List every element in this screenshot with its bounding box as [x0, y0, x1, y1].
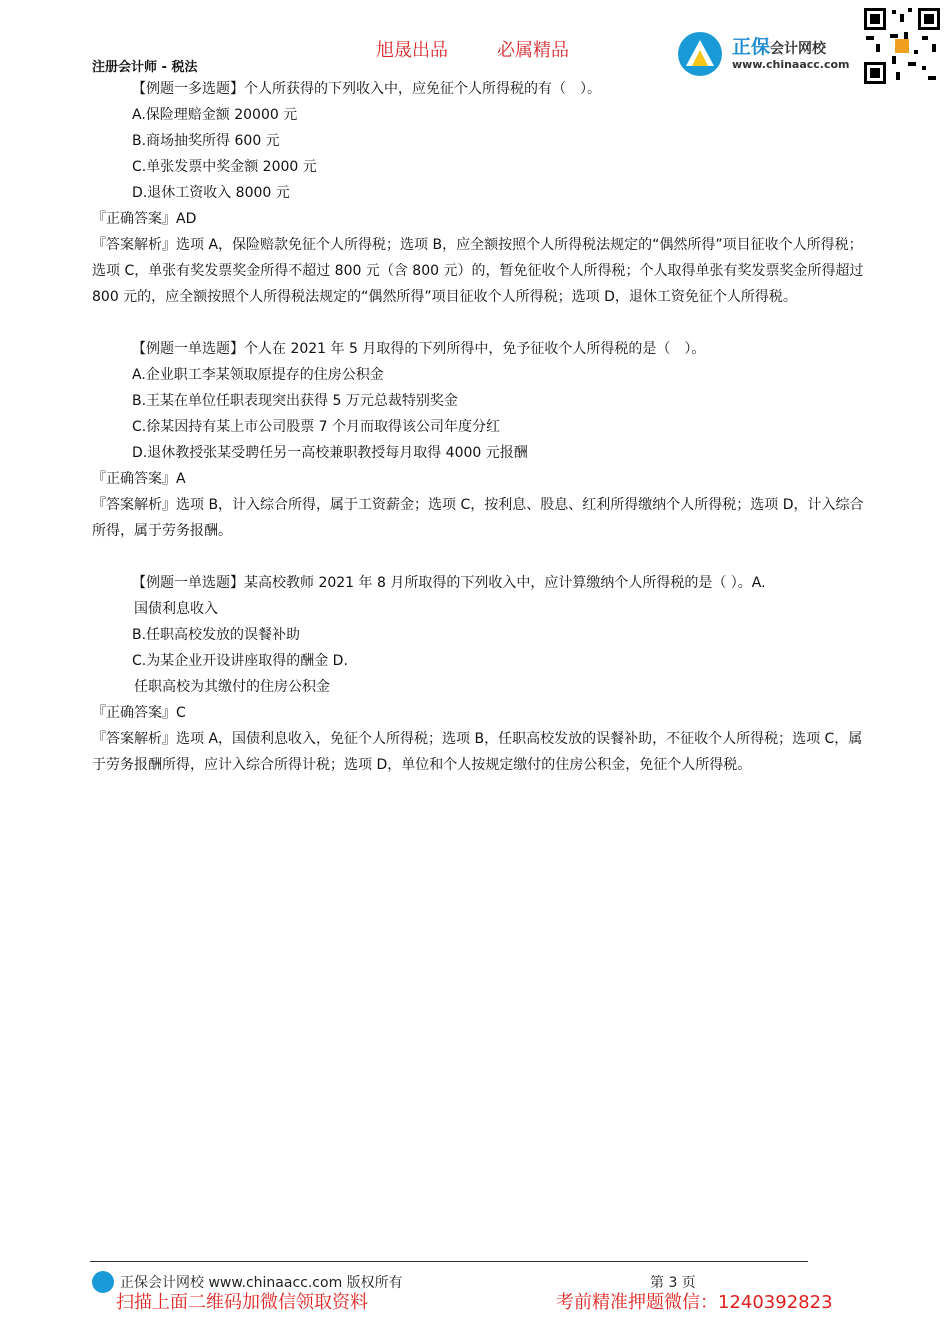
q1-analysis: 『答案解析』选项 A，保险赔款免征个人所得税；选项 B，应全额按照个人所得税法规定的“偶然所得”项目征收个人所得税；选项 C，单张有奖发票奖金所得不超过 800 元（含 800 元）的，暂免征收个人所得税；个人取得单张有奖发票奖金所得超过 800 元的，应全额按照个人所得税法规定的“偶然所得”项目征收个人所得税；选项 D，退休工资免征个人所得税。 [92, 237, 868, 305]
q2-option-b: B.王某在单位任职表现突出获得 5 万元总裁特别奖金 [132, 393, 458, 409]
promo-qr-text: 扫描上面二维码加微信领取资料 [116, 1292, 368, 1313]
q2-stem: 【例题一单选题】个人在 2021 年 5 月取得的下列所得中，免予征收个人所得税的是（ ）。 [132, 341, 706, 357]
page-number: 第 3 页 [650, 1275, 696, 1291]
course-title: 注册会计师 - 税法 [92, 60, 198, 75]
logo-name: 正保会计网校 [732, 36, 827, 58]
footer-logo-icon [92, 1271, 114, 1293]
q1-option-d: D.退休工资收入 8000 元 [132, 185, 290, 201]
chinaacc-logo-icon [678, 32, 722, 76]
brand-logo [678, 28, 858, 78]
qr-code-icon[interactable] [862, 6, 942, 86]
q3-analysis: 『答案解析』选项 A，国债利息收入，免征个人所得税；选项 B，任职高校发放的误餐补助，不征收个人所得税；选项 C，属于劳务报酬所得，应计入综合所得计税；选项 D，单位和个人按规定缴付的住房公积金，免征个人所得税。 [92, 731, 863, 773]
q2-option-c: C.徐某因持有某上市公司股票 7 个月而取得该公司年度分红 [132, 419, 501, 435]
footer-divider [90, 1261, 808, 1262]
q1-stem: 【例题一多选题】个人所获得的下列收入中，应免征个人所得税的有（ ）。 [132, 81, 601, 97]
document-body [92, 76, 868, 778]
promo-wechat-text: 考前精准押题微信：1240392823 [556, 1292, 833, 1313]
q3-answer: 『正确答案』C [92, 705, 186, 721]
q1-option-a: A.保险理赔金额 20000 元 [132, 107, 298, 123]
slogan-2: 必属精品 [497, 40, 569, 61]
q3-option-a-text: 国债利息收入 [134, 601, 218, 617]
q1-option-c: C.单张发票中奖金额 2000 元 [132, 159, 317, 175]
logo-url: www.chinaacc.com [732, 58, 850, 71]
footer-copyright: 正保会计网校 www.chinaacc.com 版权所有 [120, 1275, 403, 1291]
q3-option-d-text: 任职高校为其缴付的住房公积金 [134, 679, 330, 695]
q2-option-d: D.退休教授张某受聘任另一高校兼职教授每月取得 4000 元报酬 [132, 445, 528, 461]
q3-option-c: C.为某企业开设讲座取得的酬金 D. [132, 653, 348, 669]
q1-option-b: B.商场抽奖所得 600 元 [132, 133, 280, 149]
q2-answer: 『正确答案』A [92, 471, 186, 487]
q3-option-b: B.任职高校发放的误餐补助 [132, 627, 301, 643]
q2-analysis: 『答案解析』选项 B，计入综合所得，属于工资薪金；选项 C，按利息、股息、红利所得缴纳个人所得税；选项 D，计入综合所得，属于劳务报酬。 [92, 497, 864, 539]
q1-answer: 『正确答案』AD [92, 211, 197, 227]
q3-stem: 【例题一单选题】某高校教师 2021 年 8 月所取得的下列收入中，应计算缴纳个人所得税的是（ ）。A. [132, 575, 766, 591]
slogan-1: 旭晟出品 [376, 40, 448, 61]
q2-option-a: A.企业职工李某领取原提存的住房公积金 [132, 367, 384, 383]
